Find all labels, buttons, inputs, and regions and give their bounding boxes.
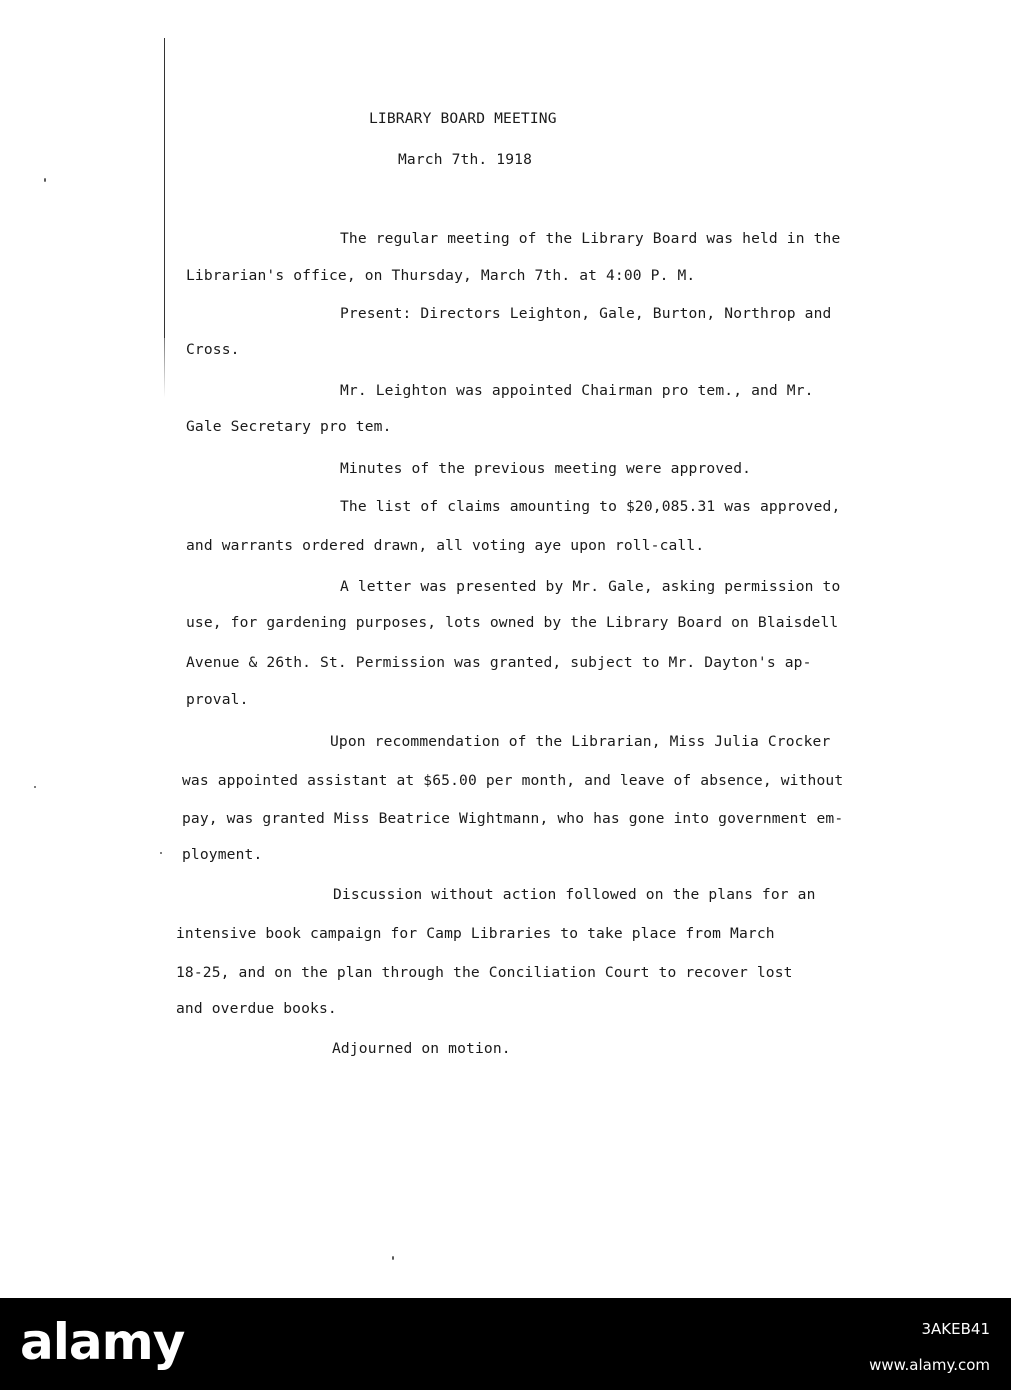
text-line: Cross. <box>186 341 240 358</box>
text-line: proval. <box>186 691 249 708</box>
document-title: LIBRARY BOARD MEETING <box>369 110 557 127</box>
text-line: Upon recommendation of the Librarian, Miss Julia Crocker <box>330 733 831 750</box>
alamy-logo: alamy <box>20 1313 185 1371</box>
paper-speck <box>392 1256 394 1260</box>
text-line: Librarian's office, on Thursday, March 7th. at 4:00 P. M. <box>186 267 696 284</box>
watermark-bar <box>0 1298 1011 1390</box>
text-line: A letter was presented by Mr. Gale, asking permission to <box>340 578 841 595</box>
paper-speck <box>44 178 46 182</box>
text-line: Avenue & 26th. St. Permission was granted, subject to Mr. Dayton's ap- <box>186 654 812 671</box>
document-date: March 7th. 1918 <box>398 151 533 168</box>
margin-rule <box>164 38 165 338</box>
text-line: Gale Secretary pro tem. <box>186 418 392 435</box>
text-line: 18-25, and on the plan through the Conciliation Court to recover lost <box>176 964 793 981</box>
text-line: ployment. <box>182 846 263 863</box>
text-line: The list of claims amounting to $20,085.31 was approved, <box>340 498 841 515</box>
site-url: www.alamy.com <box>869 1356 990 1374</box>
text-line: and overdue books. <box>176 1000 337 1017</box>
text-line: Discussion without action followed on the plans for an <box>333 886 816 903</box>
text-line: use, for gardening purposes, lots owned by the Library Board on Blaisdell <box>186 614 839 631</box>
text-line: and warrants ordered drawn, all voting aye upon roll-call. <box>186 537 705 554</box>
text-line: Adjourned on motion. <box>332 1040 511 1057</box>
paper-speck <box>160 852 162 854</box>
paper-speck <box>34 786 36 788</box>
text-line: intensive book campaign for Camp Libraries to take place from March <box>176 925 775 942</box>
text-line: Mr. Leighton was appointed Chairman pro tem., and Mr. <box>340 382 814 399</box>
margin-rule-fade <box>164 338 165 398</box>
text-line: The regular meeting of the Library Board was held in the <box>340 230 841 247</box>
text-line: pay, was granted Miss Beatrice Wightmann, who has gone into government em- <box>182 810 844 827</box>
text-line: Present: Directors Leighton, Gale, Burton, Northrop and <box>340 305 832 322</box>
text-line: Minutes of the previous meeting were approved. <box>340 460 752 477</box>
image-id: 3AKEB41 <box>921 1320 990 1338</box>
text-line: was appointed assistant at $65.00 per month, and leave of absence, without <box>182 772 844 789</box>
